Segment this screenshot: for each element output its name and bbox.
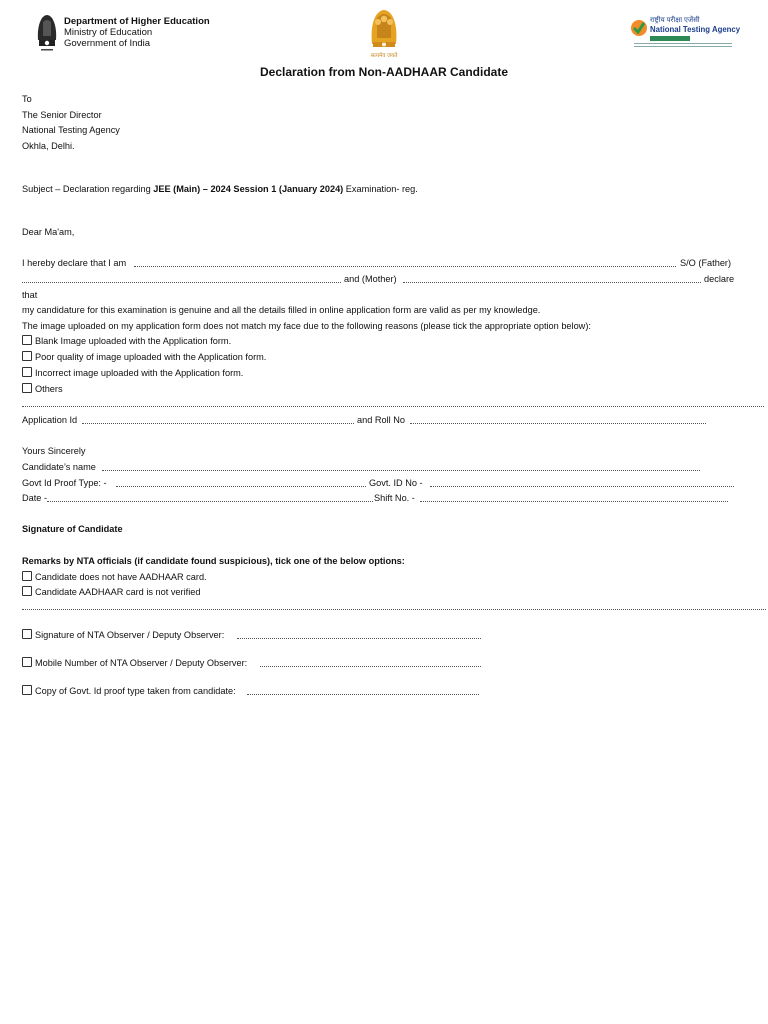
- remark-no-aadhaar-checkbox[interactable]: [22, 571, 32, 581]
- signature-of-candidate: Signature of Candidate: [22, 524, 123, 534]
- application-id-field[interactable]: [82, 423, 354, 424]
- candidate-name-field[interactable]: [102, 470, 700, 471]
- remarks-heading: Remarks by NTA officials (if candidate found suspicious), tick one of the below options:: [22, 556, 405, 566]
- subject-suffix: Examination- reg.: [343, 184, 418, 194]
- remark-no-aadhaar-label: Candidate does not have AADHAAR card.: [35, 572, 207, 582]
- nta-rule: [634, 43, 732, 45]
- govt-id-type-label: Govt Id Proof Type: -: [22, 478, 107, 488]
- father-label: S/O (Father): [680, 258, 732, 268]
- roll-no-field[interactable]: [410, 423, 706, 424]
- subject-prefix: Subject – Declaration regarding: [22, 184, 154, 194]
- emblem-motto: सत्यमेव जयते: [370, 53, 398, 59]
- salutation: Dear Ma'am,: [22, 227, 75, 237]
- nta-rule-2: [634, 46, 732, 48]
- govt-id-no-field[interactable]: [430, 486, 734, 487]
- department-name: Department of Higher Education: [64, 16, 210, 27]
- id-copy-taken-label: Copy of Govt. Id proof type taken from candidate:: [35, 686, 236, 696]
- declaration-line-5: The image uploaded on my application form does not match my face due to the following reasons (please tick the appropriate option below):: [22, 321, 591, 331]
- address-line-1: The Senior Director: [22, 110, 102, 120]
- father-name-field[interactable]: [22, 282, 341, 283]
- observer-mobile-checkbox[interactable]: [22, 657, 32, 667]
- date-field[interactable]: [47, 501, 373, 502]
- reason-others[interactable]: [22, 383, 63, 395]
- remark-not-verified-label: Candidate AADHAAR card is not verified: [35, 587, 201, 597]
- ministry-name: Ministry of Education: [64, 27, 153, 38]
- remark-not-verified[interactable]: [22, 586, 200, 598]
- shift-no-label: Shift No. -: [374, 493, 415, 503]
- application-id-label: Application Id: [22, 415, 78, 425]
- reason-others-checkbox[interactable]: [22, 383, 32, 393]
- government-name: Government of India: [64, 38, 151, 49]
- govt-id-type-field[interactable]: [116, 486, 366, 487]
- nta-english-name: National Testing Agency: [650, 25, 741, 34]
- reason-poor-quality-checkbox[interactable]: [22, 351, 32, 361]
- nta-logo: [630, 16, 741, 52]
- observer-mobile[interactable]: [22, 657, 247, 669]
- declaration-that: that: [22, 290, 38, 300]
- reason-others-label: Others: [35, 384, 63, 394]
- declare-label: declare: [704, 274, 735, 284]
- declaration-line-4: my candidature for this examination is genuine and all the details filled in online application form are valid as per my knowledge.: [22, 305, 541, 315]
- date-label: Date -: [22, 493, 48, 503]
- remark-not-verified-checkbox[interactable]: [22, 586, 32, 596]
- roll-no-label: and Roll No: [357, 415, 406, 425]
- reason-blank-image[interactable]: [22, 335, 231, 347]
- reason-poor-quality-label: Poor quality of image uploaded with the Application form.: [35, 352, 267, 362]
- remarks-field[interactable]: [22, 609, 766, 610]
- observer-signature-field[interactable]: [237, 638, 481, 639]
- name-field[interactable]: [134, 266, 676, 267]
- others-reason-field[interactable]: [22, 406, 764, 407]
- observer-mobile-label: Mobile Number of NTA Observer / Deputy Observer:: [35, 658, 248, 668]
- remark-no-aadhaar[interactable]: [22, 571, 207, 583]
- reason-incorrect-image-label: Incorrect image uploaded with the Application form.: [35, 368, 244, 378]
- mother-label: and (Mother): [344, 274, 397, 284]
- nta-check-icon: [630, 19, 648, 37]
- reason-blank-image-label: Blank Image uploaded with the Application form.: [35, 336, 232, 346]
- address-line-2: National Testing Agency: [22, 125, 120, 135]
- nta-tagline-bar: [650, 36, 690, 41]
- address-to: To: [22, 94, 32, 104]
- ashoka-emblem-center-icon: [366, 4, 402, 62]
- document-title: Declaration from Non-AADHAAR Candidate: [259, 65, 508, 79]
- mother-name-field[interactable]: [403, 282, 701, 283]
- observer-signature-label: Signature of NTA Observer / Deputy Observer:: [35, 630, 225, 640]
- subject-line: [22, 183, 418, 195]
- id-copy-taken-field[interactable]: [247, 694, 479, 695]
- nta-hindi-name: राष्ट्रीय परीक्षा एजेंसी: [650, 17, 700, 24]
- declaration-line-1-start: I hereby declare that I am: [22, 258, 127, 268]
- subject-exam: JEE (Main) – 2024 Session 1 (January 2024): [153, 184, 344, 194]
- observer-signature-checkbox[interactable]: [22, 629, 32, 639]
- reason-blank-image-checkbox[interactable]: [22, 335, 32, 345]
- shift-no-field[interactable]: [420, 501, 728, 502]
- reason-poor-quality[interactable]: [22, 351, 266, 363]
- govt-id-no-label: Govt. ID No -: [369, 478, 423, 488]
- national-emblem-left-icon: [33, 10, 61, 54]
- yours-sincerely: Yours Sincerely: [22, 446, 86, 456]
- candidate-name-label: Candidate’s name: [22, 462, 96, 472]
- address-line-3: Okhla, Delhi.: [22, 141, 75, 151]
- observer-signature[interactable]: [22, 629, 224, 641]
- id-copy-taken[interactable]: [22, 685, 236, 697]
- observer-mobile-field[interactable]: [260, 666, 481, 667]
- id-copy-taken-checkbox[interactable]: [22, 685, 32, 695]
- reason-incorrect-image-checkbox[interactable]: [22, 367, 32, 377]
- reason-incorrect-image[interactable]: [22, 367, 243, 379]
- department-block: [64, 16, 210, 49]
